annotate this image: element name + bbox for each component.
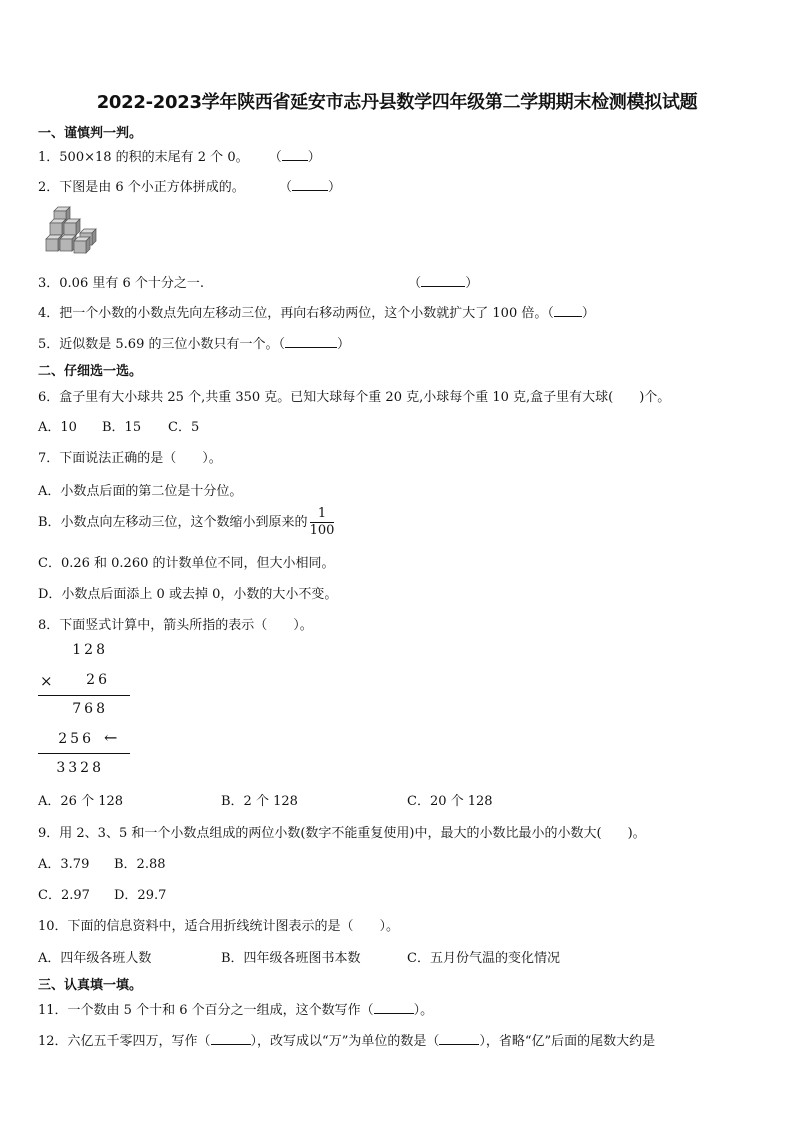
fraction <box>310 506 335 539</box>
times-sign: × <box>40 672 53 690</box>
page-title: 2022-2023学年陕西省延安市志丹县数学四年级第二学期期末检测模拟试题 <box>96 92 698 113</box>
option-a[interactable]: A．10 <box>38 420 77 435</box>
question-9-options-row1 <box>38 853 166 872</box>
fraction-denominator: 100 <box>309 523 335 538</box>
question-12-part-1: 12．六亿五千零四万，写作（ <box>38 1034 211 1049</box>
answer-paren-open: （ <box>408 276 422 291</box>
option-a[interactable]: A．四年级各班人数 <box>38 951 152 966</box>
answer-paren-open: （ <box>268 150 282 165</box>
question-11-text: 11．一个数由 5 个十和 6 个百分之一组成，这个数写作（ <box>38 1003 374 1018</box>
option-c[interactable]: C．0.26 和 0.260 的计数单位不同，但大小相同。 <box>38 556 335 571</box>
section-heading-choice: 二、仔细选一选。 <box>38 364 143 379</box>
question-12 <box>38 1030 655 1049</box>
question-1-text: 1．500×18 的积的末尾有 2 个 0。 <box>38 150 249 165</box>
question-4 <box>38 302 595 321</box>
option-c[interactable]: C．五月份气温的变化情况 <box>407 951 560 966</box>
rule-line <box>38 753 130 754</box>
question-6-options <box>38 416 199 435</box>
option-b[interactable]: B．2 个 128 <box>221 794 298 809</box>
answer-blank[interactable] <box>374 1001 414 1014</box>
option-b[interactable]: B．2.88 <box>114 857 166 872</box>
question-1 <box>38 146 321 165</box>
answer-blank[interactable] <box>292 178 328 191</box>
answer-blank[interactable] <box>285 335 337 348</box>
answer-paren-close: ）。 <box>413 1003 434 1018</box>
option-b[interactable]: B．四年级各班图书本数 <box>221 951 361 966</box>
answer-blank[interactable] <box>554 304 582 317</box>
question-12-part-3: ），省略“亿”后面的尾数大约是 <box>479 1034 656 1049</box>
option-a[interactable]: A．26 个 128 <box>38 794 124 809</box>
answer-blank[interactable] <box>421 274 465 287</box>
question-10-options <box>38 947 560 966</box>
answer-paren-close: ） <box>327 180 341 195</box>
answer-paren-close: ） <box>307 150 321 165</box>
answer-blank[interactable] <box>282 148 308 161</box>
option-d[interactable]: D．小数点后面添上 0 或去掉 0，小数的大小不变。 <box>38 587 338 602</box>
question-4-text: 4．把一个小数的小数点先向左移动三位，再向右移动两位，这个小数就扩大了 100 倍。（ <box>38 306 554 321</box>
question-6: 6．盒子里有大小球共 25 个,共重 350 克。已知大球每个重 20 克,小球每个重 10 克,盒子里有大球( )个。 <box>38 390 671 405</box>
multiplier: 26 <box>86 672 110 688</box>
question-7: 7．下面说法正确的是（ ）。 <box>38 451 222 466</box>
partial-product-1: 768 <box>72 701 108 717</box>
product: 3328 <box>56 760 104 776</box>
option-b-text: B．小数点向左移动三位，这个数缩小到原来的 <box>38 515 308 530</box>
question-12-part-2: ），改写成以“万”为单位的数是（ <box>250 1034 440 1049</box>
option-c[interactable]: C．5 <box>168 420 200 435</box>
partial-product-2: 256 <box>58 731 94 747</box>
option-a[interactable]: A．小数点后面的第二位是十分位。 <box>38 484 243 499</box>
question-11 <box>38 999 433 1018</box>
question-2-text: 2．下图是由 6 个小正方体拼成的。 <box>38 180 245 195</box>
question-2 <box>38 176 341 195</box>
question-5 <box>38 333 350 352</box>
answer-paren-close: ） <box>465 276 479 291</box>
question-3-text: 3．0.06 里有 6 个十分之一. <box>38 276 205 291</box>
question-3 <box>38 272 478 291</box>
option-d[interactable]: D．29.7 <box>114 888 167 903</box>
option-c[interactable]: C．2.97 <box>38 888 90 903</box>
rule-line <box>38 695 130 696</box>
option-a[interactable]: A．3.79 <box>38 857 90 872</box>
answer-blank[interactable] <box>439 1032 479 1045</box>
answer-paren-close: ） <box>336 337 350 352</box>
question-9-options-row2 <box>38 884 166 903</box>
option-b[interactable] <box>38 506 334 539</box>
option-c[interactable]: C．20 个 128 <box>407 794 493 809</box>
option-b[interactable]: B．15 <box>102 420 142 435</box>
answer-blank[interactable] <box>211 1032 251 1045</box>
arrow-icon: ← <box>104 728 118 747</box>
cube-stack-figure <box>44 205 100 257</box>
answer-paren-open: （ <box>278 180 292 195</box>
section-heading-judge: 一、谨慎判一判。 <box>38 126 143 141</box>
question-8: 8．下面竖式计算中，箭头所指的表示（ ）。 <box>38 618 313 633</box>
question-9: 9．用 2、3、5 和一个小数点组成的两位小数(数字不能重复使用)中，最大的小数比最小的小数大( )。 <box>38 826 646 841</box>
question-5-text: 5．近似数是 5.69 的三位小数只有一个。（ <box>38 337 285 352</box>
answer-paren-close: ） <box>581 306 595 321</box>
fraction-numerator: 1 <box>310 506 335 523</box>
section-heading-fill: 三、认真填一填。 <box>38 978 143 993</box>
question-10: 10．下面的信息资料中，适合用折线统计图表示的是（ ）。 <box>38 919 400 934</box>
multiplicand: 128 <box>72 642 108 658</box>
question-8-options <box>38 790 493 809</box>
